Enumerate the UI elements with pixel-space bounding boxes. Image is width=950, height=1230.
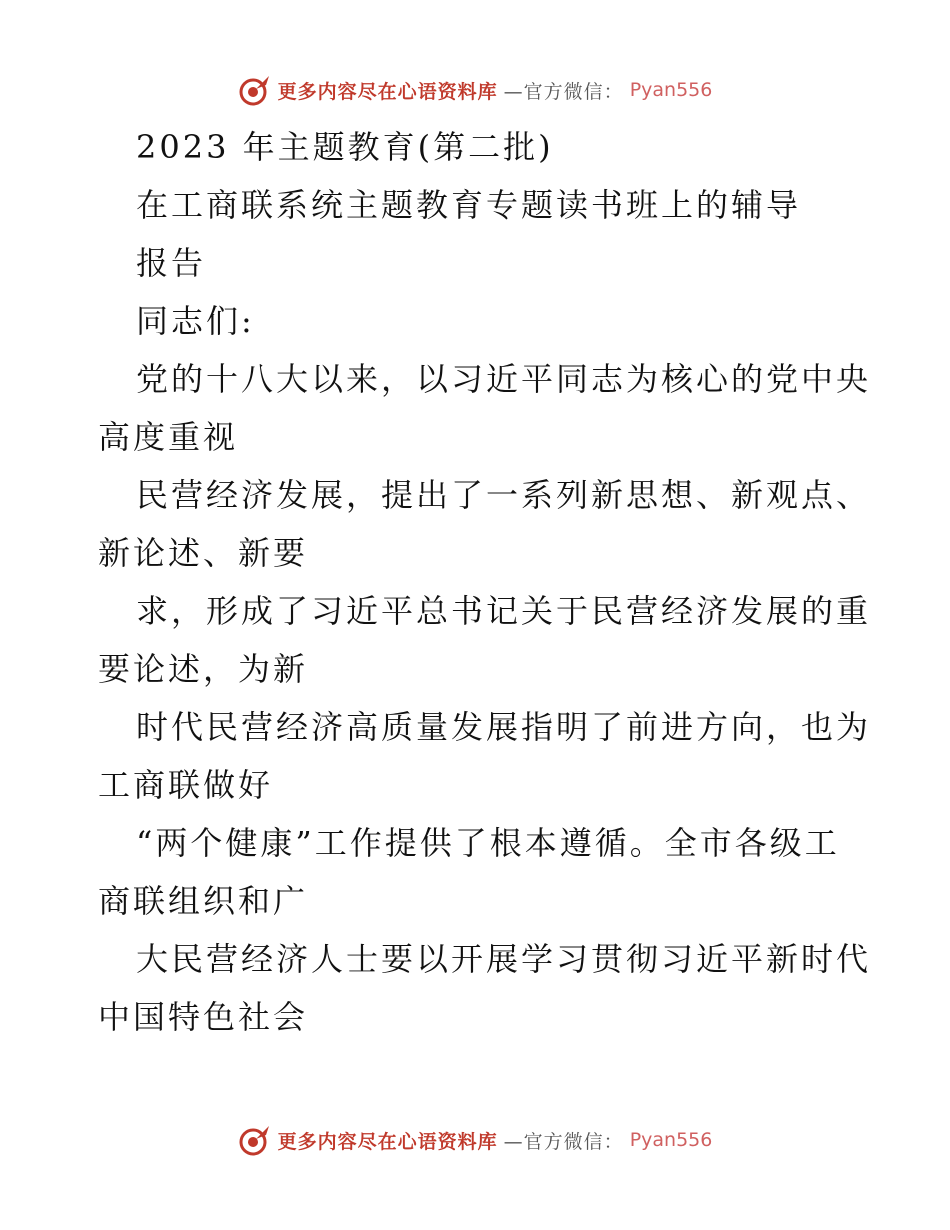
doc-line: “两个健康”工作提供了根本遵循。全市各级工: [136, 824, 840, 862]
doc-line: 同志们:: [136, 302, 255, 340]
banner-dash-text: —官方微信：: [503, 1130, 624, 1153]
doc-line: 大民营经济人士要以开展学习贯彻习近平新时代: [136, 940, 872, 978]
quill-logo-icon: [238, 73, 272, 107]
doc-line: 时代民营经济高质量发展指明了前进方向，也为: [136, 708, 872, 746]
banner-main-text: 更多内容尽在心语资料库: [277, 80, 498, 103]
banner-wechat-id: Pyan556: [629, 1129, 713, 1151]
doc-line: 求，形成了习近平总书记关于民营经济发展的重: [136, 592, 872, 630]
banner-main-text: 更多内容尽在心语资料库: [277, 1130, 498, 1153]
footer-watermark-banner: [0, 1120, 950, 1160]
doc-line: 民营经济发展，提出了一系列新思想、新观点、: [136, 476, 872, 514]
banner-wechat-id: Pyan556: [629, 79, 713, 101]
doc-line: 2023 年主题教育(第二批): [136, 128, 554, 166]
doc-line: 商联组织和广: [98, 882, 309, 920]
doc-line: 在工商联系统主题教育专题读书班上的辅导: [136, 186, 802, 224]
document-body: [98, 118, 872, 1046]
quill-logo-icon: [238, 1123, 272, 1157]
doc-line: 中国特色社会: [98, 998, 309, 1036]
doc-line: 要论述，为新: [98, 650, 309, 688]
doc-line: 党的十八大以来，以习近平同志为核心的党中央: [136, 360, 872, 398]
header-watermark-banner: [0, 70, 950, 110]
doc-line: 工商联做好: [98, 766, 274, 804]
banner-dash-text: —官方微信：: [503, 80, 624, 103]
doc-line: 报告: [136, 244, 207, 282]
doc-line: 高度重视: [98, 418, 239, 456]
doc-line: 新论述、新要: [98, 534, 309, 572]
